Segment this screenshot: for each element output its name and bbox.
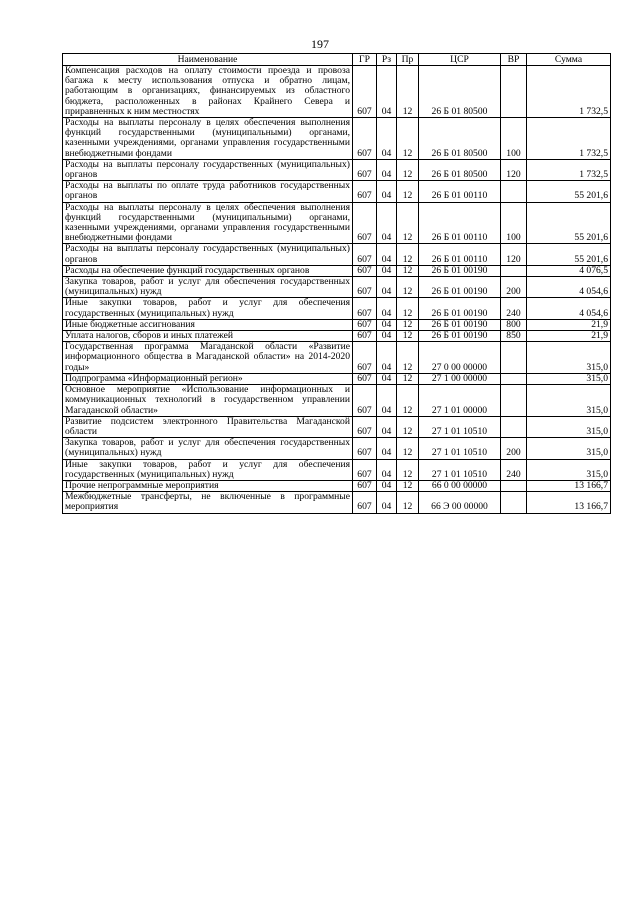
cell-name: Основное мероприятие «Использование информационных и коммуникационных технологий в государственном управлении Магаданской области» — [63, 385, 353, 417]
header-row — [63, 54, 611, 66]
cell-sum: 1 732,5 — [527, 159, 611, 180]
table-row — [63, 385, 611, 417]
cell-name: Расходы на выплаты по оплате труда работников государственных органов — [63, 181, 353, 202]
cell-csr: 66 Э 00 00000 — [419, 492, 501, 513]
table-row — [63, 202, 611, 244]
table-row — [63, 159, 611, 180]
cell-pr: 12 — [397, 277, 419, 298]
cell-vr — [501, 492, 527, 513]
cell-gr: 607 — [353, 480, 377, 491]
cell-vr — [501, 342, 527, 374]
cell-sum: 4 076,5 — [527, 265, 611, 276]
cell-pr: 12 — [397, 342, 419, 374]
cell-pr: 12 — [397, 181, 419, 202]
cell-name: Расходы на обеспечение функций государственных органов — [63, 265, 353, 276]
cell-name: Расходы на выплаты персоналу в целях обеспечения выполнения функций государственными (муниципальными) органами, казенными учреждениями, органами управления государственными внебюджетными фондами — [63, 202, 353, 244]
cell-rz: 04 — [377, 492, 397, 513]
table-row — [63, 66, 611, 118]
header-gr: ГР — [353, 54, 377, 66]
cell-gr: 607 — [353, 373, 377, 384]
table-row — [63, 265, 611, 276]
cell-name: Межбюджетные трансферты, не включенные в программные мероприятия — [63, 492, 353, 513]
table-row — [63, 438, 611, 459]
cell-sum: 13 166,7 — [527, 492, 611, 513]
header-csr: ЦСР — [419, 54, 501, 66]
cell-pr: 12 — [397, 373, 419, 384]
cell-pr: 12 — [397, 416, 419, 437]
cell-vr: 800 — [501, 319, 527, 330]
cell-csr: 26 Б 01 00190 — [419, 319, 501, 330]
cell-name: Подпрограмма «Информационный регион» — [63, 373, 353, 384]
cell-rz: 04 — [377, 373, 397, 384]
cell-gr: 607 — [353, 459, 377, 480]
page-number: 197 — [311, 37, 329, 51]
cell-pr: 12 — [397, 265, 419, 276]
cell-csr: 26 Б 01 80500 — [419, 118, 501, 160]
header-name: Наименование — [63, 54, 353, 66]
cell-pr: 12 — [397, 459, 419, 480]
cell-pr: 12 — [397, 438, 419, 459]
cell-sum: 1 732,5 — [527, 118, 611, 160]
table-row — [63, 244, 611, 265]
cell-vr — [501, 265, 527, 276]
header-vr: ВР — [501, 54, 527, 66]
cell-rz: 04 — [377, 181, 397, 202]
cell-name: Развитие подсистем электронного Правительства Магаданской области — [63, 416, 353, 437]
cell-vr — [501, 66, 527, 118]
cell-sum: 55 201,6 — [527, 181, 611, 202]
cell-gr: 607 — [353, 319, 377, 330]
cell-rz: 04 — [377, 385, 397, 417]
cell-name: Расходы на выплаты персоналу государственных (муниципальных) органов — [63, 244, 353, 265]
cell-vr — [501, 373, 527, 384]
cell-sum: 315,0 — [527, 385, 611, 417]
cell-sum: 4 054,6 — [527, 298, 611, 319]
cell-gr: 607 — [353, 416, 377, 437]
cell-pr: 12 — [397, 159, 419, 180]
cell-rz: 04 — [377, 159, 397, 180]
cell-vr — [501, 385, 527, 417]
cell-name: Уплата налогов, сборов и иных платежей — [63, 331, 353, 342]
cell-rz: 04 — [377, 244, 397, 265]
cell-rz: 04 — [377, 265, 397, 276]
cell-csr: 27 0 00 00000 — [419, 342, 501, 374]
header-rz: Рз — [377, 54, 397, 66]
cell-rz: 04 — [377, 480, 397, 491]
cell-vr: 240 — [501, 459, 527, 480]
cell-gr: 607 — [353, 265, 377, 276]
cell-sum: 21,9 — [527, 331, 611, 342]
cell-name: Иные бюджетные ассигнования — [63, 319, 353, 330]
cell-pr: 12 — [397, 202, 419, 244]
cell-sum: 1 732,5 — [527, 66, 611, 118]
cell-pr: 12 — [397, 480, 419, 491]
cell-csr: 26 Б 01 00190 — [419, 298, 501, 319]
cell-vr — [501, 181, 527, 202]
table-row — [63, 277, 611, 298]
cell-rz: 04 — [377, 331, 397, 342]
cell-gr: 607 — [353, 118, 377, 160]
cell-sum: 315,0 — [527, 416, 611, 437]
table-row — [63, 181, 611, 202]
cell-name: Иные закупки товаров, работ и услуг для обеспечения государственных (муниципальных) нужд — [63, 298, 353, 319]
cell-pr: 12 — [397, 331, 419, 342]
cell-csr: 66 0 00 00000 — [419, 480, 501, 491]
cell-vr: 200 — [501, 277, 527, 298]
cell-gr: 607 — [353, 202, 377, 244]
table-row — [63, 480, 611, 491]
cell-name: Закупка товаров, работ и услуг для обеспечения государственных (муниципальных) нужд — [63, 438, 353, 459]
cell-sum: 4 054,6 — [527, 277, 611, 298]
cell-gr: 607 — [353, 277, 377, 298]
cell-vr — [501, 416, 527, 437]
table-row — [63, 331, 611, 342]
cell-rz: 04 — [377, 438, 397, 459]
cell-csr: 27 1 01 10510 — [419, 459, 501, 480]
cell-sum: 315,0 — [527, 459, 611, 480]
cell-pr: 12 — [397, 298, 419, 319]
cell-gr: 607 — [353, 66, 377, 118]
budget-table — [62, 53, 611, 514]
cell-pr: 12 — [397, 66, 419, 118]
cell-csr: 26 Б 01 00110 — [419, 244, 501, 265]
cell-csr: 27 1 00 00000 — [419, 373, 501, 384]
cell-csr: 26 Б 01 00110 — [419, 202, 501, 244]
cell-csr: 26 Б 01 80500 — [419, 159, 501, 180]
cell-vr — [501, 480, 527, 491]
cell-name: Компенсация расходов на оплату стоимости проезда и провоза багажа к месту использования отпуска и обратно лицам, работающим в организациях, финансируемых из областного бюджета, расположенных в районах Крайнего Севера и приравненных к ним местностях — [63, 66, 353, 118]
cell-pr: 12 — [397, 385, 419, 417]
cell-vr: 200 — [501, 438, 527, 459]
cell-vr: 240 — [501, 298, 527, 319]
cell-pr: 12 — [397, 244, 419, 265]
cell-csr: 26 Б 01 00110 — [419, 181, 501, 202]
cell-name: Расходы на выплаты персоналу в целях обеспечения выполнения функций государственными (муниципальными) органами, казенными учреждениями, органами управления государственными внебюджетными фондами — [63, 118, 353, 160]
cell-csr: 26 Б 01 80500 — [419, 66, 501, 118]
cell-gr: 607 — [353, 342, 377, 374]
cell-sum: 21,9 — [527, 319, 611, 330]
cell-gr: 607 — [353, 331, 377, 342]
table-row — [63, 342, 611, 374]
cell-sum: 55 201,6 — [527, 202, 611, 244]
cell-name: Расходы на выплаты персоналу государственных (муниципальных) органов — [63, 159, 353, 180]
cell-csr: 26 Б 01 00190 — [419, 277, 501, 298]
cell-rz: 04 — [377, 342, 397, 374]
table-row — [63, 459, 611, 480]
cell-csr: 27 1 01 10510 — [419, 438, 501, 459]
cell-gr: 607 — [353, 298, 377, 319]
cell-rz: 04 — [377, 298, 397, 319]
cell-gr: 607 — [353, 438, 377, 459]
table-row — [63, 492, 611, 513]
cell-gr: 607 — [353, 244, 377, 265]
cell-vr: 120 — [501, 159, 527, 180]
table-row — [63, 319, 611, 330]
cell-name: Иные закупки товаров, работ и услуг для обеспечения государственных (муниципальных) нужд — [63, 459, 353, 480]
cell-rz: 04 — [377, 277, 397, 298]
cell-name: Государственная программа Магаданской области «Развитие информационного общества в Магаданской области» на 2014-2020 годы» — [63, 342, 353, 374]
cell-rz: 04 — [377, 66, 397, 118]
cell-sum: 315,0 — [527, 342, 611, 374]
table-row — [63, 416, 611, 437]
cell-rz: 04 — [377, 202, 397, 244]
cell-csr: 27 1 01 00000 — [419, 385, 501, 417]
cell-rz: 04 — [377, 118, 397, 160]
cell-name: Прочие непрограммные мероприятия — [63, 480, 353, 491]
table-row — [63, 118, 611, 160]
cell-gr: 607 — [353, 385, 377, 417]
cell-sum: 315,0 — [527, 373, 611, 384]
cell-gr: 607 — [353, 492, 377, 513]
header-pr: Пр — [397, 54, 419, 66]
cell-pr: 12 — [397, 118, 419, 160]
cell-sum: 315,0 — [527, 438, 611, 459]
cell-gr: 607 — [353, 181, 377, 202]
cell-rz: 04 — [377, 459, 397, 480]
cell-vr: 100 — [501, 202, 527, 244]
cell-csr: 26 Б 01 00190 — [419, 331, 501, 342]
cell-vr: 120 — [501, 244, 527, 265]
cell-vr: 100 — [501, 118, 527, 160]
cell-csr: 27 1 01 10510 — [419, 416, 501, 437]
cell-vr: 850 — [501, 331, 527, 342]
table-row — [63, 298, 611, 319]
cell-sum: 13 166,7 — [527, 480, 611, 491]
cell-rz: 04 — [377, 319, 397, 330]
cell-name: Закупка товаров, работ и услуг для обеспечения государственных (муниципальных) нужд — [63, 277, 353, 298]
cell-sum: 55 201,6 — [527, 244, 611, 265]
cell-pr: 12 — [397, 319, 419, 330]
table-header — [63, 54, 611, 66]
table-row — [63, 373, 611, 384]
cell-gr: 607 — [353, 159, 377, 180]
header-sum: Сумма — [527, 54, 611, 66]
table-body — [63, 66, 611, 514]
cell-pr: 12 — [397, 492, 419, 513]
cell-rz: 04 — [377, 416, 397, 437]
cell-csr: 26 Б 01 00190 — [419, 265, 501, 276]
